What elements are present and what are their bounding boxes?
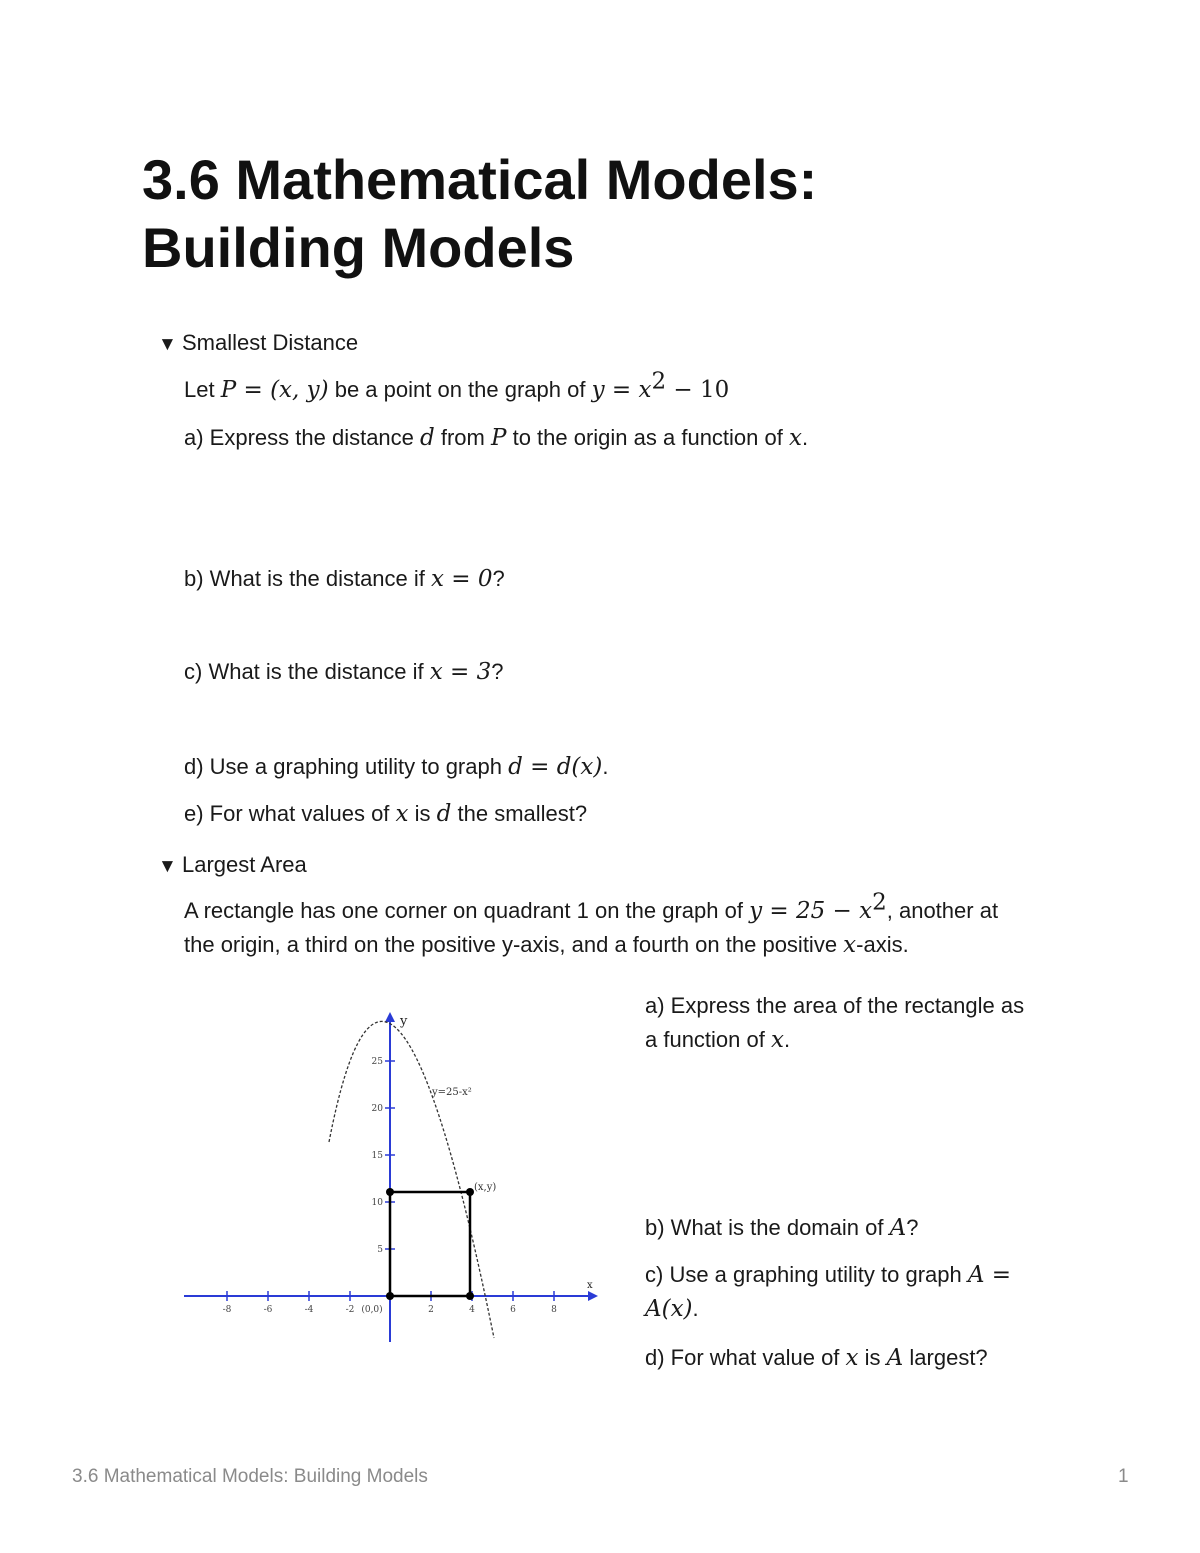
math-variable: x [395,801,409,827]
distance-question-a [184,421,808,455]
text: a function of [645,1027,771,1052]
math-variable: P [490,425,507,451]
x-tick-label: -2 [345,1305,355,1315]
text: . [602,754,609,779]
curve-label: y=25-x² [432,1087,472,1098]
y-tick-label: 15 [371,1151,383,1161]
math-expression: A(x) [645,1296,693,1322]
distance-intro [184,368,730,407]
text: b) What is the distance if [184,566,431,591]
corner-point [466,1188,474,1196]
x-tick-label: -8 [222,1305,232,1315]
math-expression: x = 3 [429,659,492,685]
area-question-c [645,1258,1065,1326]
text: from [434,425,491,450]
area-question-b [645,1211,1065,1245]
text: . [801,425,809,450]
rectangle-parabola-figure [176,1000,606,1350]
math-variable: d [420,425,435,451]
math-variable: x [845,1345,859,1371]
text: is [858,1345,887,1370]
math-variable: A [889,1215,907,1241]
corner-point [466,1292,474,1300]
page-number: 1 [1118,1466,1129,1487]
x-tick-label: 8 [551,1305,557,1315]
y-axis-label: y [400,1014,408,1029]
y-tick-label: 10 [371,1198,383,1208]
math-superscript: 2 [872,889,887,916]
y-tick-label: 5 [377,1245,383,1255]
text: a) Express the area of the rectangle as [645,993,1025,1018]
origin-label: (0,0) [361,1305,383,1315]
y-axis-arrow-icon [385,1012,395,1022]
corner-point [386,1188,394,1196]
distance-question-b [184,562,505,596]
text: A rectangle has one corner on quadrant 1 on the graph of [184,898,750,923]
text: e) For what values of [184,801,396,826]
text: ? [491,659,504,684]
x-tick-label: 4 [469,1305,475,1315]
toggle-heading: Largest Area [182,852,307,877]
footer-title: 3.6 Mathematical Models: Building Models [72,1466,428,1487]
triangle-down-icon[interactable]: ▼ [158,856,177,877]
toggle-smallest-distance[interactable] [158,328,358,360]
distance-question-c [184,655,504,689]
text: , another at [886,898,999,923]
math-variable: A [886,1345,904,1371]
triangle-down-icon[interactable]: ▼ [158,334,177,355]
toggle-heading: Smallest Distance [182,330,359,355]
math-expression: A = [967,1262,1012,1288]
math-superscript: 2 [651,368,667,395]
text: be a point on the graph of [328,377,592,402]
text: d) Use a graphing utility to graph [184,754,509,779]
math-expression: P = (x, y) [220,377,329,403]
math-expression: x = 0 [431,566,493,592]
point-label: (x,y) [474,1182,497,1193]
x-tick-label: 2 [428,1305,434,1315]
inscribed-rectangle [390,1192,470,1296]
text: d) For what value of [645,1345,846,1370]
math-variable: x [843,932,857,958]
x-axis-arrow-icon [588,1291,598,1301]
text: ? [906,1215,919,1240]
math-expression: d = d(x) [508,754,603,780]
x-tick-label: -6 [263,1305,273,1315]
text: the origin, a third on the positive y-axis, and a fourth on the positive [184,932,844,957]
text: c) Use a graphing utility to graph [645,1262,968,1287]
text: to the origin as a function of [506,425,789,450]
text: is [408,801,437,826]
math-expression: y = x [591,377,652,403]
text: Let [184,377,221,402]
math-variable: d [436,801,452,827]
text: b) What is the domain of [645,1215,890,1240]
math-variable: x [770,1027,784,1053]
corner-point [386,1292,394,1300]
text: a) Express the distance [184,425,421,450]
text: largest? [903,1345,988,1370]
page-title-line2: Building Models [142,216,575,279]
page-title [142,146,1062,282]
text: -axis. [856,932,909,957]
math-expression: − 10 [666,377,730,403]
text: ? [492,566,505,591]
math-expression: y = 25 − x [749,898,873,924]
text: c) What is the distance if [184,659,430,684]
x-tick-label: -4 [304,1305,314,1315]
x-tick-label: 6 [510,1305,516,1315]
distance-question-e [184,797,587,831]
toggle-largest-area[interactable] [158,850,307,882]
text: . [783,1027,791,1052]
y-tick-label: 20 [371,1104,383,1114]
area-intro [184,889,1084,962]
area-question-d [645,1341,1065,1375]
page-title-line1: 3.6 Mathematical Models: [142,148,818,211]
text: . [692,1296,699,1321]
y-tick-label: 25 [371,1057,383,1067]
math-variable: x [788,425,802,451]
x-axis-label: x [587,1280,593,1291]
area-question-a [645,989,1065,1057]
distance-question-d [184,750,608,784]
text: the smallest? [451,801,588,826]
